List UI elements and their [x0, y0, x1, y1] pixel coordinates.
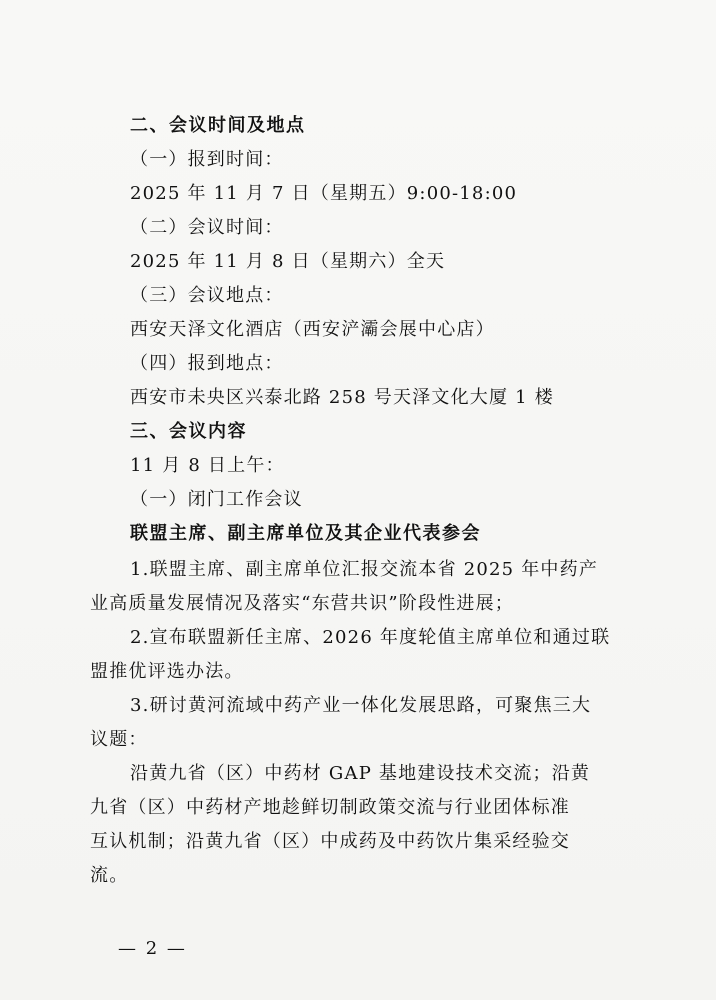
- section-heading: 联盟主席、副主席单位及其企业代表参会: [130, 523, 481, 544]
- paragraph-line: （四）报到地点：: [130, 353, 284, 374]
- paragraph-line: 3.研讨黄河流域中药产业一体化发展思路，可聚焦三大: [130, 695, 592, 716]
- paragraph-line: 盟推优评选办法。: [90, 661, 244, 682]
- paragraph-line: 流。: [90, 865, 129, 886]
- paragraph-line: 议题：: [90, 729, 148, 750]
- paragraph-line: 2025 年 11 月 7 日（星期五）9:00-18:00: [130, 183, 518, 204]
- paragraph-line: （一）报到时间：: [130, 149, 284, 170]
- paragraph-line: 1.联盟主席、副主席单位汇报交流本省 2025 年中药产: [130, 559, 599, 580]
- page-number: — 2 —: [118, 938, 187, 959]
- paragraph-line: 西安市未央区兴泰北路 258 号天泽文化大厦 1 楼: [130, 387, 554, 408]
- paragraph-line: 2.宣布联盟新任主席、2026 年度轮值主席单位和通过联: [130, 627, 611, 648]
- paragraph-line: 业高质量发展情况及落实“东营共识”阶段性进展；: [90, 593, 515, 614]
- paragraph-line: 西安天泽文化酒店（西安浐灞会展中心店）: [130, 319, 495, 340]
- paragraph-line: （三）会议地点：: [130, 285, 284, 306]
- paragraph-line: 沿黄九省（区）中药材 GAP 基地建设技术交流；沿黄: [130, 763, 591, 784]
- paragraph-line: （一）闭门工作会议: [130, 489, 303, 510]
- paragraph-line: 九省（区）中药材产地趁鲜切制政策交流与行业团体标准: [90, 797, 570, 818]
- paragraph-line: 2025 年 11 月 8 日（星期六）全天: [130, 251, 446, 272]
- section-heading: 三、会议内容: [130, 421, 247, 442]
- paragraph-line: （二）会议时间：: [130, 217, 284, 238]
- paragraph-line: 互认机制；沿黄九省（区）中成药及中药饮片集采经验交: [90, 831, 570, 852]
- section-heading: 二、会议时间及地点: [130, 115, 306, 136]
- paragraph-line: 11 月 8 日上午：: [130, 455, 285, 476]
